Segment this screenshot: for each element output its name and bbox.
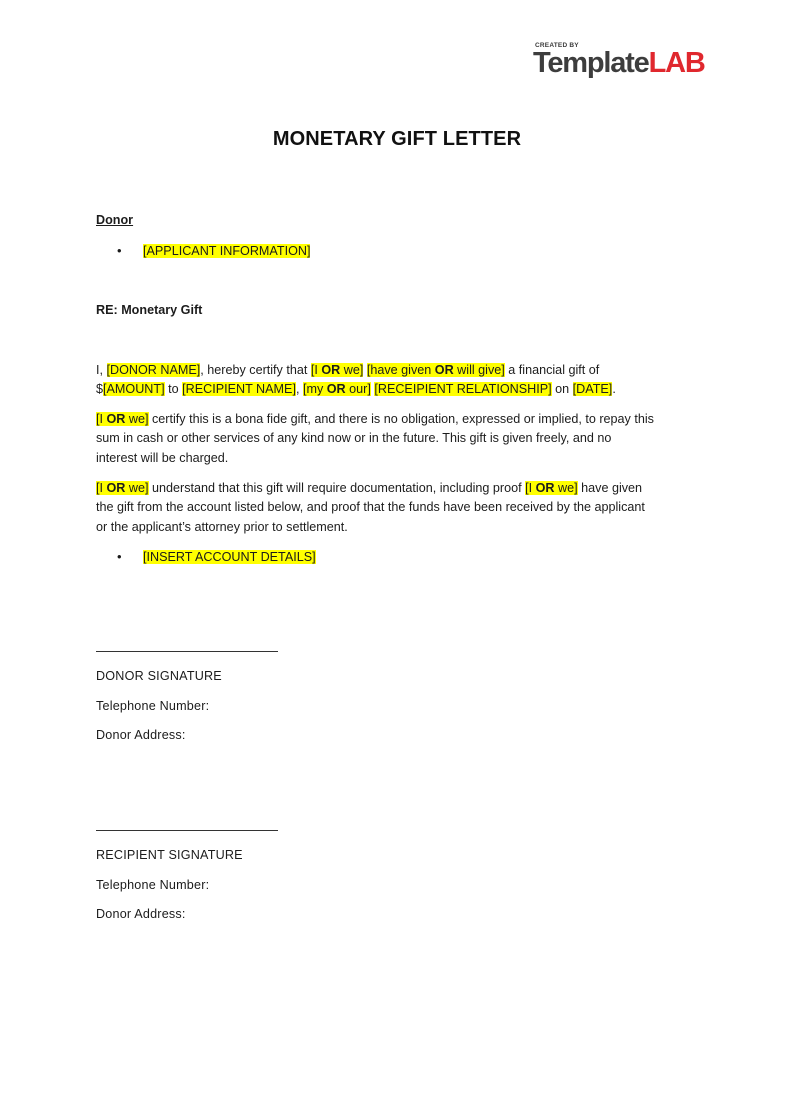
created-by-label: CREATED BY — [535, 42, 579, 49]
donor-signature-label: DONOR SIGNATURE — [96, 669, 222, 683]
paragraph-line — [96, 479, 706, 498]
paragraph-line: sum in cash or other services of any kind now or in the future. This gift is given freely, and no — [96, 431, 612, 446]
amount-placeholder: [AMOUNT] — [103, 382, 165, 397]
brand-name-lab: LAB — [648, 47, 705, 79]
recipient-signature-line — [96, 830, 278, 831]
recipient-address-label: Donor Address: — [96, 907, 186, 921]
brand-wordmark — [533, 46, 705, 80]
account-details-placeholder: [INSERT ACCOUNT DETAILS] — [143, 550, 316, 564]
text-run: $ — [96, 382, 104, 397]
text-run: have given — [577, 481, 643, 495]
my-or-our-placeholder: [my OR our] — [302, 382, 371, 397]
i-or-we-placeholder: [I OR we] — [525, 481, 578, 495]
donor-telephone-label: Telephone Number: — [96, 699, 210, 713]
paragraph-line: interest will be charged. — [96, 450, 229, 465]
paragraph-documentation — [96, 479, 706, 537]
paragraph-line: or the applicant’s attorney prior to settlement. — [96, 519, 348, 534]
text-run: understand that this gift will require documentation, including proof — [148, 481, 526, 495]
donor-address-label: Donor Address: — [96, 728, 186, 742]
bullet-icon: • — [117, 549, 122, 564]
text-run: a financial gift of — [504, 363, 600, 377]
text-run: to — [164, 382, 183, 397]
i-or-we-placeholder: [I OR we] — [96, 481, 149, 495]
text-run: on — [551, 382, 573, 397]
account-bullet-item — [117, 547, 316, 567]
paragraph-bona-fide — [96, 410, 706, 468]
text-run: I, — [96, 363, 107, 377]
i-or-we-placeholder: [I OR we] — [96, 412, 149, 426]
donor-name-placeholder: [DONOR NAME] — [106, 363, 201, 377]
bullet-icon: • — [117, 243, 122, 258]
paragraph-line — [96, 380, 706, 399]
text-run: , hereby certify that — [200, 363, 311, 377]
text-run: . — [612, 382, 616, 397]
applicant-information-placeholder: [APPLICANT INFORMATION] — [143, 244, 311, 258]
recipient-relationship-placeholder: [RECEIPIENT RELATIONSHIP] — [374, 382, 552, 397]
brand-name-template: Template — [533, 47, 649, 79]
donor-heading: Donor — [96, 213, 134, 227]
recipient-name-placeholder: [RECIPIENT NAME] — [182, 382, 296, 397]
document-title: MONETARY GIFT LETTER — [272, 128, 522, 150]
re-line: RE: Monetary Gift — [96, 303, 203, 317]
donor-bullet-item — [117, 241, 310, 261]
paragraph-line — [96, 410, 706, 429]
given-or-will-give-placeholder: [have given OR will give] — [366, 363, 505, 377]
recipient-telephone-label: Telephone Number: — [96, 878, 210, 892]
i-or-we-placeholder: [I OR we] — [310, 363, 364, 377]
recipient-signature-label: RECIPIENT SIGNATURE — [96, 848, 243, 862]
date-placeholder: [DATE] — [572, 382, 613, 397]
templatelab-logo — [533, 42, 723, 82]
text-run: certify this is a bona fide gift, and there is no obligation, expressed or implied, to repay this — [148, 412, 654, 426]
donor-signature-line — [96, 651, 278, 652]
paragraph-certification — [96, 361, 706, 400]
text-run: , — [295, 382, 303, 397]
paragraph-line: the gift from the account listed below, and proof that the funds have been received by the applicant — [96, 500, 645, 515]
paragraph-line — [96, 361, 706, 380]
